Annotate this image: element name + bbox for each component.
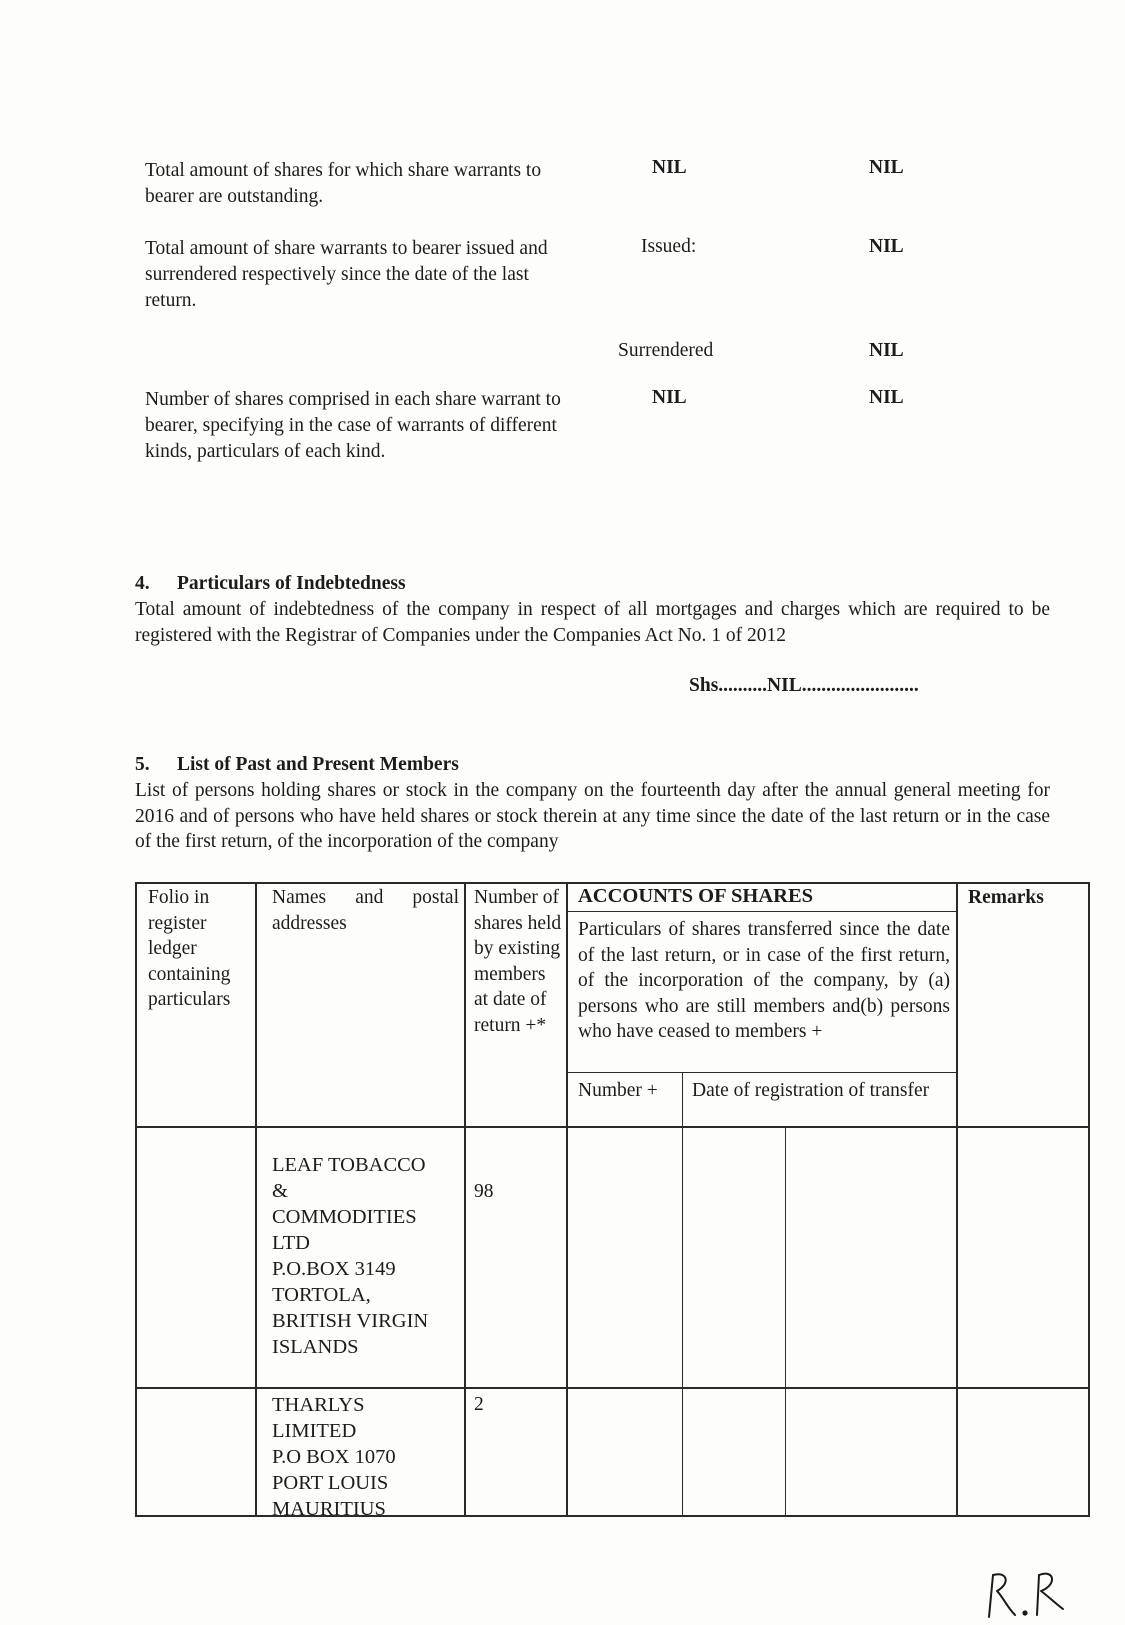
member-address-line: BRITISH VIRGIN [272, 1310, 429, 1332]
section-4-number: 4. [135, 573, 150, 594]
header-particulars: Particulars of shares transferred since the date of the last return, or in case of the first return, of the incorporation of the company, by (a) persons who are still members and(b) persons who have ceased to members + [578, 919, 950, 1042]
member-shares-held: 2 [474, 1394, 484, 1415]
col-line-2 [464, 882, 466, 1517]
section-5-body: List of persons holding shares or stock in the company on the fourteenth day after the annual general meeting for 2016 and of persons who have held shares or stock therein at any time since the date of the last return or in the case of the first return, of the incorporation of the company [135, 780, 1050, 852]
outstanding-warrants-value-1: NIL [652, 157, 687, 178]
section-5-heading [135, 752, 459, 778]
section-5-title: List of Past and Present Members [177, 754, 459, 775]
col-line-1 [255, 882, 257, 1517]
shares-per-warrant-value-2: NIL [869, 387, 904, 408]
member-shares-held: 98 [474, 1181, 494, 1202]
member-address-line: ISLANDS [272, 1336, 359, 1358]
header-names: Names and postal addresses [272, 887, 459, 934]
member-name-line: COMMODITIES [272, 1206, 417, 1228]
surrendered-value: NIL [869, 340, 904, 361]
section-4-title: Particulars of Indebtedness [177, 573, 406, 594]
section-4-heading [135, 571, 406, 597]
member-address-line: TORTOLA, [272, 1284, 371, 1306]
issued-label: Issued: [641, 236, 697, 257]
member-name-line: & [272, 1180, 288, 1202]
member-name-line: THARLYS [272, 1394, 365, 1416]
table-row [272, 1392, 462, 1522]
section-4-body: Total amount of indebtedness of the company in respect of all mortgages and charges which are required to be registered with the Registrar of Companies under the Companies Act No. 1 of 2012 [135, 599, 1050, 646]
handwritten-initials [985, 1565, 1085, 1625]
outstanding-warrants-label: Total amount of shares for which share warrants to bearer are outstanding. [145, 160, 542, 207]
issued-surrendered-label: Total amount of share warrants to bearer issued and surrendered respectively since the date of the last return. [145, 238, 548, 311]
accounts-divider [566, 911, 956, 912]
member-address-line: P.O BOX 1070 [272, 1446, 396, 1468]
member-address-line: PORT LOUIS [272, 1472, 389, 1494]
header-number: Number + [578, 1080, 658, 1101]
col-line-3 [566, 882, 568, 1517]
surrendered-label: Surrendered [618, 340, 714, 361]
col-line-6 [956, 882, 958, 1517]
col-line-5 [785, 1126, 786, 1517]
table-border-left [135, 882, 137, 1517]
member-address-line: P.O.BOX 3149 [272, 1258, 396, 1280]
section-5-number: 5. [135, 754, 150, 775]
members-table [135, 882, 1090, 1520]
header-number-held: Number of shares held by existing members at date of return +* [474, 887, 562, 1036]
header-remarks: Remarks [968, 887, 1044, 908]
particulars-divider [566, 1072, 956, 1073]
header-accounts: ACCOUNTS OF SHARES [578, 885, 814, 907]
member-name-line: LEAF TOBACCO [272, 1154, 426, 1176]
header-folio: Folio in register ledger containing particulars [148, 887, 231, 1010]
issued-value: NIL [869, 236, 904, 257]
row-divider [135, 1387, 1090, 1389]
header-bottom-line [135, 1126, 1090, 1128]
shares-per-warrant-label: Number of shares comprised in each share warrant to bearer, specifying in the case of warrants of different kinds, particulars of each kind. [145, 389, 561, 462]
indebtedness-amount: Shs..........NIL........................ [689, 675, 919, 696]
member-address-line: MAURITIUS [272, 1498, 386, 1520]
member-name-line: LIMITED [272, 1420, 357, 1442]
header-date-of-registration: Date of registration of transfer [692, 1080, 930, 1101]
shares-per-warrant-value-1: NIL [652, 387, 687, 408]
outstanding-warrants-value-2: NIL [869, 157, 904, 178]
table-row [272, 1152, 462, 1360]
table-border-right [1088, 882, 1090, 1517]
col-line-4 [682, 1072, 683, 1517]
member-name-line: LTD [272, 1232, 310, 1254]
